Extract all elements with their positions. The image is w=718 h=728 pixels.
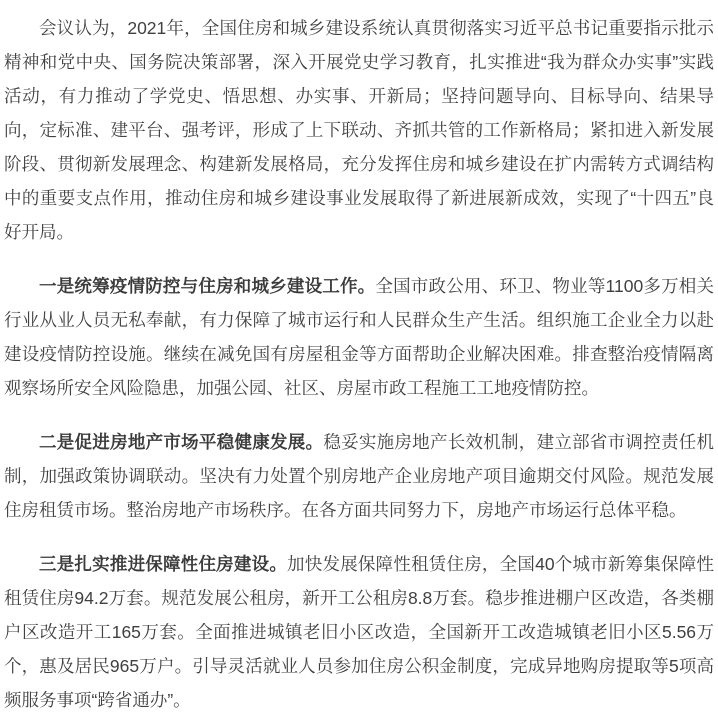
paragraph-point-1-text: 全国市政公用、环卫、物业等1100多万相关行业从业人员无私奉献，有力保障了城市运行和人民群众生产生活。组织施工企业全力以赴建设疫情防控设施。继续在减免国有房屋租金等方面帮助企业解决困难。排查整治疫情隔离观察场所安全风险隐患，加强公园、社区、房屋市政工程施工工地疫情防控。 [4,276,714,398]
paragraph-point-1-lead: 一是统筹疫情防控与住房和城乡建设工作。 [39,276,376,296]
paragraph-intro-text: 会议认为，2021年，全国住房和城乡建设系统认真贯彻落实习近平总书记重要指示批示精神和党中央、国务院决策部署，深入开展党史学习教育，扎实推进“我为群众办实事”实践活动，有力推动了学党史、悟思想、办实事、开新局；坚持问题导向、目标导向、结果导向，定标准、建平台、强考评，形成了上下联动、齐抓共管的工作新格局；紧扣进入新发展阶段、贯彻新发展理念、构建新发展格局，充分发挥住房和城乡建设在扩内需转方式调结构中的重要支点作用，推动住房和城乡建设事业发展取得了新进展新成效，实现了“十四五”良好开局。 [4,18,714,242]
paragraph-point-2-text: 稳妥实施房地产长效机制，建立部省市调控责任机制，加强政策协调联动。坚决有力处置个别房地产企业房地产项目逾期交付风险。规范发展住房租赁市场。整治房地产市场秩序。在各方面共同努力下，房地产市场运行总体平稳。 [4,432,715,520]
paragraph-point-3-text: 加快发展保障性租赁住房，全国40个城市新筹集保障性租赁住房94.2万套。规范发展公租房，新开工公租房8.8万套。稳步推进棚户区改造，各类棚户区改造开工165万套。全面推进城镇老旧小区改造，全国新开工改造城镇老旧小区5.56万个，惠及居民965万户。引导灵活就业人员参加住房公积金制度，完成异地购房提取等5项高频服务事项“跨省通办”。 [4,554,715,710]
paragraph-intro [4,11,714,249]
paragraph-point-2-lead: 二是促进房地产市场平稳健康发展。 [39,432,324,452]
paragraph-point-3-lead: 三是扎实推进保障性住房建设。 [39,554,288,574]
paragraph-point-3 [4,547,714,717]
paragraph-point-2 [4,425,714,527]
paragraph-point-1 [4,269,714,405]
